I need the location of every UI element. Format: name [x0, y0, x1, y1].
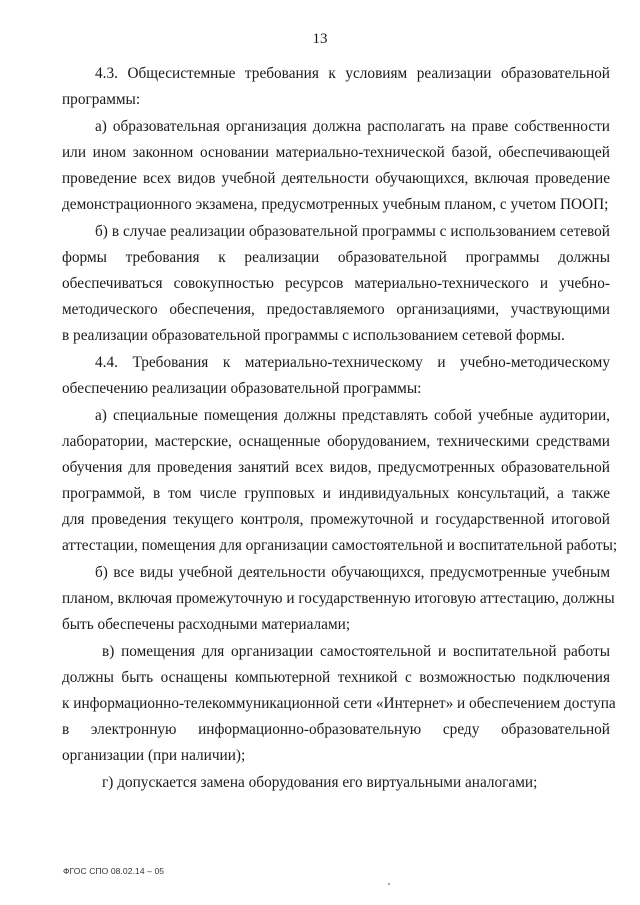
text-line: в электронную информационно-образовательную среду образовательной: [62, 720, 610, 738]
text-line: планом, включая промежуточную и государственную итоговую аттестацию, должны: [62, 589, 615, 607]
paragraph-4-4-g: [62, 770, 610, 796]
paragraph-4-4-b: [62, 560, 615, 638]
text-line: методического обеспечения, предоставляемого организациями, участвующими: [62, 301, 610, 319]
text-line: организации (при наличии);: [62, 747, 246, 764]
text-line: 4.4. Требования к материально-техническому и учебно-методическому: [95, 353, 610, 371]
text-line: в реализации образовательной программы с использованием сетевой формы.: [62, 327, 565, 345]
page-number: 13: [312, 31, 328, 47]
text-line: формы требования к реализации образовательной программы должны: [62, 248, 610, 266]
text-line: обеспечиваться совокупностью ресурсов материально-технического и учебно-: [62, 274, 610, 292]
document-body: [62, 61, 618, 796]
text-line: или ином законном основании материально-технической базой, обеспечивающей: [62, 143, 610, 161]
paragraph-4-3-b: [62, 219, 610, 349]
scan-speck: [388, 883, 390, 885]
text-line: проведение всех видов учебной деятельности обучающихся, включая проведение: [62, 169, 610, 187]
text-line: а) образовательная организация должна располагать на праве собственности: [95, 117, 610, 135]
text-line: для проведения текущего контроля, промежуточной и государственной итоговой: [62, 510, 610, 528]
text-line: б) все виды учебной деятельности обучающихся, предусмотренные учебным: [95, 563, 610, 581]
text-line: а) специальные помещения должны представлять собой учебные аудитории,: [95, 406, 610, 424]
text-line: к информационно-телекоммуникационной сети «Интернет» и обеспечением доступа: [62, 694, 616, 712]
paragraph-4-4-a: [62, 403, 618, 560]
text-line: должны быть оснащены компьютерной техникой с возможностью подключения: [62, 668, 610, 686]
paragraph-4-4: [62, 350, 610, 402]
footer-document-code: ФГОС СПО 08.02.14 – 05: [63, 866, 165, 876]
text-line: программой, в том числе групповых и индивидуальных консультаций, а также: [62, 484, 610, 502]
text-line: аттестации, помещения для организации самостоятельной и воспитательной работы;: [62, 537, 618, 555]
text-line: в) помещения для организации самостоятельной и воспитательной работы: [102, 642, 610, 660]
paragraph-4-3-a: [62, 114, 610, 218]
text-line: лаборатории, мастерские, оснащенные оборудованием, техническими средствами: [62, 432, 610, 450]
text-line: программы:: [62, 91, 141, 109]
text-line: г) допускается замена оборудования его виртуальными аналогами;: [102, 773, 538, 791]
text-line: демонстрационного экзамена, предусмотренных учебным планом, с учетом ПООП;: [62, 196, 609, 214]
paragraph-4-4-v: [62, 639, 616, 769]
text-line: 4.3. Общесистемные требования к условиям реализации образовательной: [95, 65, 610, 82]
text-line: быть обеспечены расходными материалами;: [62, 615, 351, 633]
text-line: обеспечению реализации образовательной программы:: [62, 379, 422, 397]
text-line: обучения для проведения занятий всех видов, предусмотренных образовательной: [62, 458, 610, 476]
text-line: б) в случае реализации образовательной программы с использованием сетевой: [95, 222, 610, 240]
paragraph-4-3: [62, 61, 610, 113]
